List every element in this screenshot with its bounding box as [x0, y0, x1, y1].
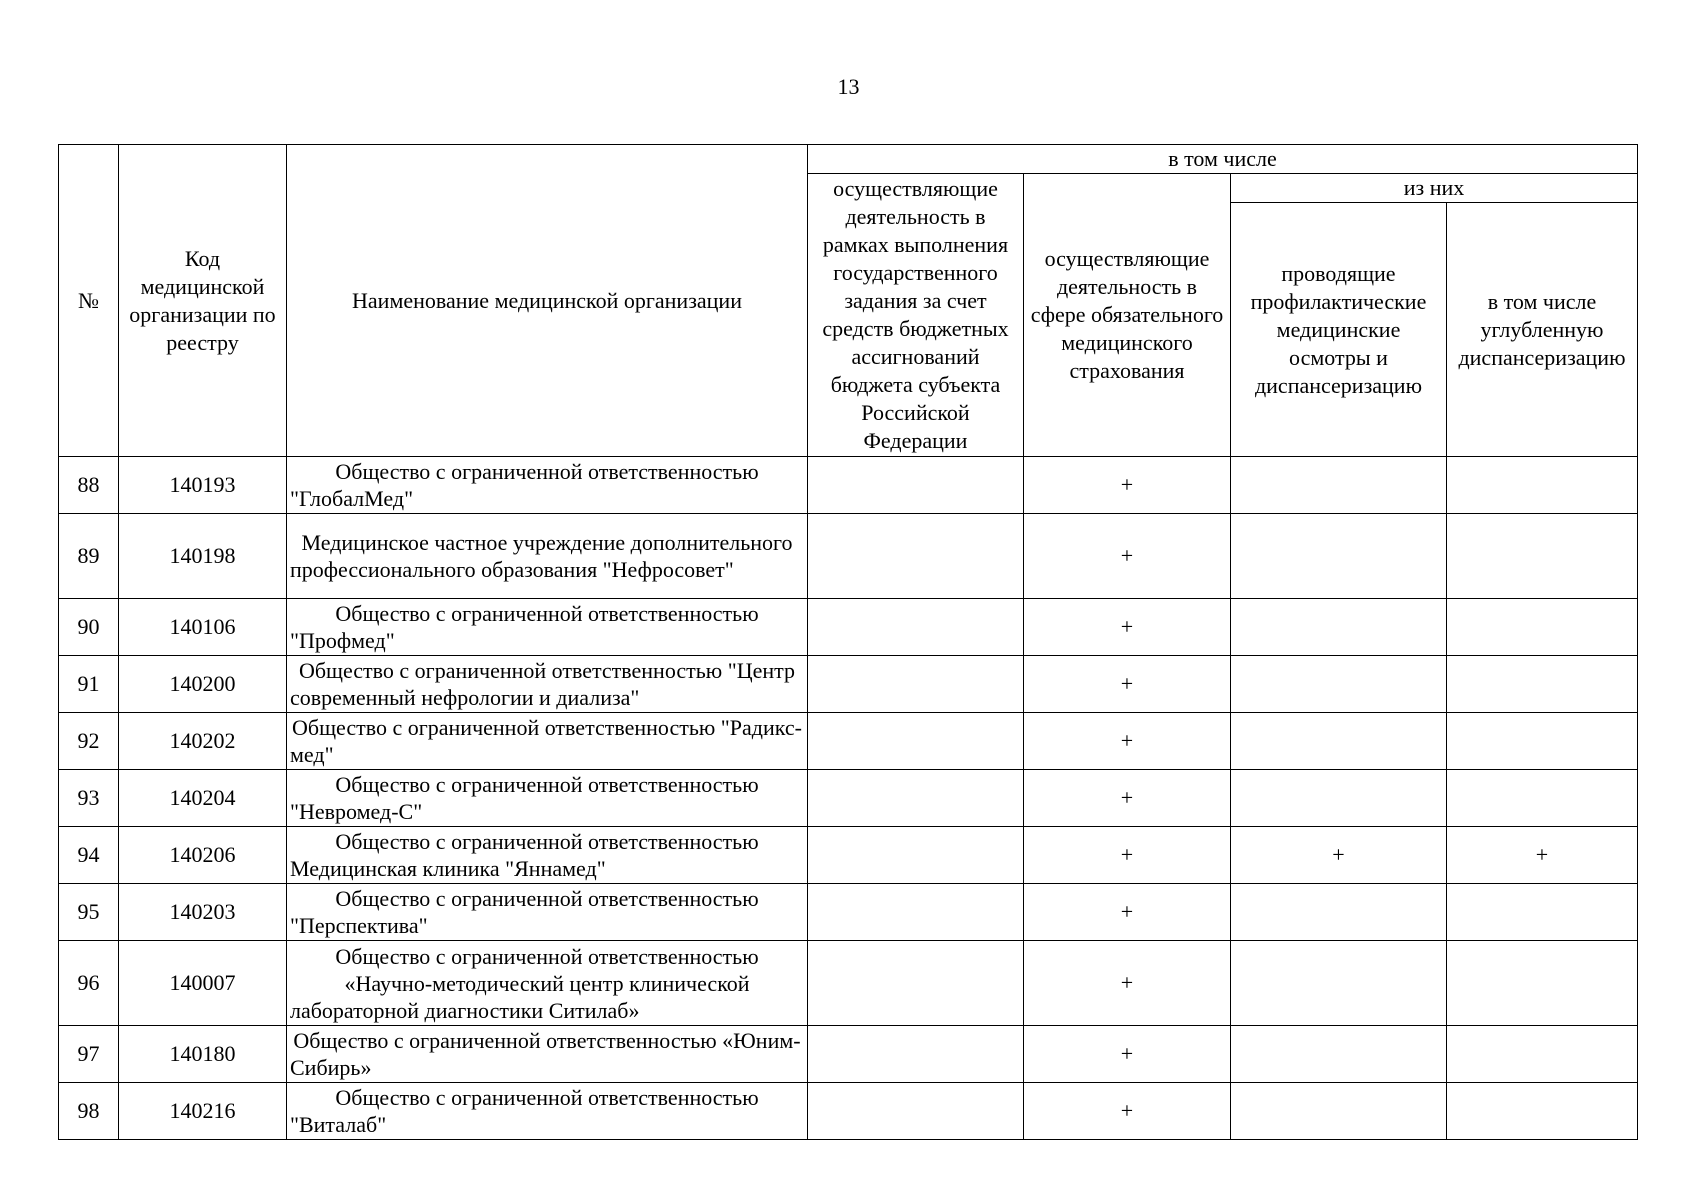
header-deep-disp: в том числе углубленную диспансеризацию [1447, 203, 1638, 457]
row-oms-cell: + [1024, 514, 1231, 599]
row-code-cell: 140198 [119, 514, 287, 599]
table-row [59, 1083, 1638, 1140]
row-oms-cell: + [1024, 1083, 1231, 1140]
row-deep-disp-cell: + [1447, 827, 1638, 884]
row-number-cell: 93 [59, 770, 119, 827]
row-number-cell: 91 [59, 656, 119, 713]
header-including: в том числе [808, 145, 1638, 174]
row-number-cell: 90 [59, 599, 119, 656]
row-state-task-cell [808, 457, 1024, 514]
row-name-cell: Общество с ограниченной ответственностью "Перспектива" [287, 884, 808, 941]
table-row [59, 457, 1638, 514]
header-oms: осуществляющие деятельность в сфере обязательного медицинского страхования [1024, 174, 1231, 457]
row-name-cell: Общество с ограниченной ответственностью "Невромед-С" [287, 770, 808, 827]
header-state-task: осуществляющие деятельность в рамках выполнения государственного задания за счет средств бюджетных ассигнований бюджета субъекта Российской Федерации [808, 174, 1024, 457]
row-code-cell: 140193 [119, 457, 287, 514]
row-deep-disp-cell [1447, 1026, 1638, 1083]
row-state-task-cell [808, 1026, 1024, 1083]
row-oms-cell: + [1024, 941, 1231, 1026]
row-number-cell: 94 [59, 827, 119, 884]
row-state-task-cell [808, 1083, 1024, 1140]
row-deep-disp-cell [1447, 941, 1638, 1026]
table-body [59, 457, 1638, 1140]
header-name: Наименование медицинской организации [287, 145, 808, 457]
row-name-cell: Общество с ограниченной ответственностью «Научно-методический центр клинической лабораторной диагностики Ситилаб» [287, 941, 808, 1026]
row-prof-exam-cell [1231, 656, 1447, 713]
row-code-cell: 140180 [119, 1026, 287, 1083]
row-code-cell: 140206 [119, 827, 287, 884]
row-code-cell: 140202 [119, 713, 287, 770]
table-row [59, 1026, 1638, 1083]
row-prof-exam-cell [1231, 884, 1447, 941]
row-code-cell: 140106 [119, 599, 287, 656]
row-deep-disp-cell [1447, 514, 1638, 599]
row-code-cell: 140007 [119, 941, 287, 1026]
table-row [59, 941, 1638, 1026]
page-number: 13 [837, 74, 860, 99]
table-row [59, 656, 1638, 713]
row-deep-disp-cell [1447, 884, 1638, 941]
row-code-cell: 140216 [119, 1083, 287, 1140]
header-number: № [59, 145, 119, 457]
row-name-cell: Общество с ограниченной ответственностью "Радикс-мед" [287, 713, 808, 770]
row-number-cell: 88 [59, 457, 119, 514]
header-prof-exam: проводящие профилактические медицинские осмотры и диспансеризацию [1231, 203, 1447, 457]
row-oms-cell: + [1024, 770, 1231, 827]
row-name-cell: Общество с ограниченной ответственностью «Юним-Сибирь» [287, 1026, 808, 1083]
row-oms-cell: + [1024, 827, 1231, 884]
row-state-task-cell [808, 656, 1024, 713]
row-prof-exam-cell [1231, 1026, 1447, 1083]
row-name-cell: Общество с ограниченной ответственностью Медицинская клиника "Яннамед" [287, 827, 808, 884]
row-prof-exam-cell [1231, 457, 1447, 514]
row-number-cell: 95 [59, 884, 119, 941]
row-state-task-cell [808, 713, 1024, 770]
row-deep-disp-cell [1447, 770, 1638, 827]
medical-organizations-table [58, 144, 1638, 1140]
row-oms-cell: + [1024, 457, 1231, 514]
row-code-cell: 140200 [119, 656, 287, 713]
row-deep-disp-cell [1447, 1083, 1638, 1140]
table-row [59, 770, 1638, 827]
row-number-cell: 92 [59, 713, 119, 770]
row-name-cell: Медицинское частное учреждение дополнительного профессионального образования "Нефросовет" [287, 514, 808, 599]
row-prof-exam-cell [1231, 713, 1447, 770]
row-deep-disp-cell [1447, 457, 1638, 514]
header-code: Код медицинской организации по реестру [119, 145, 287, 457]
row-name-cell: Общество с ограниченной ответственностью "Профмед" [287, 599, 808, 656]
table-row [59, 514, 1638, 599]
row-prof-exam-cell [1231, 941, 1447, 1026]
row-number-cell: 89 [59, 514, 119, 599]
row-prof-exam-cell [1231, 770, 1447, 827]
row-state-task-cell [808, 599, 1024, 656]
row-state-task-cell [808, 770, 1024, 827]
row-name-cell: Общество с ограниченной ответственностью "ГлобалМед" [287, 457, 808, 514]
row-deep-disp-cell [1447, 656, 1638, 713]
row-prof-exam-cell [1231, 1083, 1447, 1140]
row-state-task-cell [808, 827, 1024, 884]
row-number-cell: 96 [59, 941, 119, 1026]
row-oms-cell: + [1024, 884, 1231, 941]
row-number-cell: 98 [59, 1083, 119, 1140]
row-oms-cell: + [1024, 713, 1231, 770]
table-row [59, 884, 1638, 941]
row-name-cell: Общество с ограниченной ответственностью "Виталаб" [287, 1083, 808, 1140]
row-oms-cell: + [1024, 1026, 1231, 1083]
row-state-task-cell [808, 514, 1024, 599]
row-prof-exam-cell [1231, 514, 1447, 599]
row-code-cell: 140203 [119, 884, 287, 941]
header-of-them: из них [1231, 174, 1638, 203]
row-prof-exam-cell: + [1231, 827, 1447, 884]
row-deep-disp-cell [1447, 599, 1638, 656]
row-code-cell: 140204 [119, 770, 287, 827]
row-name-cell: Общество с ограниченной ответственностью "Центр современный нефрологии и диализа" [287, 656, 808, 713]
row-state-task-cell [808, 941, 1024, 1026]
row-prof-exam-cell [1231, 599, 1447, 656]
row-deep-disp-cell [1447, 713, 1638, 770]
table-row [59, 713, 1638, 770]
row-number-cell: 97 [59, 1026, 119, 1083]
row-oms-cell: + [1024, 599, 1231, 656]
row-oms-cell: + [1024, 656, 1231, 713]
table-row [59, 599, 1638, 656]
table-row [59, 827, 1638, 884]
row-state-task-cell [808, 884, 1024, 941]
